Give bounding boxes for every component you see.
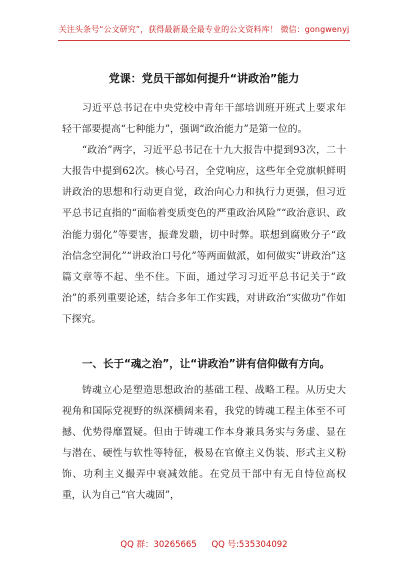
page-header <box>0 0 408 58</box>
document-title: 党课：党员干部如何提升“讲政治”能力 <box>108 72 300 85</box>
page-footer <box>0 538 408 550</box>
paragraph: 铸魂立心是塑造思想政治的基础工程、战略工程。从历史大视角和国际党视野的纵深横阔来看，我党的铸魂工程主体至不可撼、优势得靡置疑。但由于铸魂工作本身兼具务实与务虚、显在与潜在、硬性与软性等特征，极易在官僚主义伪装、形式主义粉饰、功利主义撮弄中衰减效能。在党员干部中有无自恃位高权重，认为自己“官大魂固”， <box>62 385 346 502</box>
section-heading: 一、长于“魂之治”，让“讲政治”讲有信仰做有方向。 <box>82 358 331 370</box>
qq-number-text: QQ 号:535304092 <box>211 540 288 550</box>
paragraph: “政治”两字，习近平总书记在十九大报告中提到93次，二十大报告中提到62次。核心号召，全党响应，这些年全党旗帜鲜明讲政治的思想和行动更自觉，政治向心力和执行力更强，但习近平总书记直指的“面临着变质变色的严重政治风险”“政治意识、政治能力弱化”等要害，振聋发聩，切中时弊。联想到腐败分子“政治信念空洞化”“讲政治口号化”等两面做派，如何做实“讲政治”这篇文章等不起、坐不住。下面，通过学习习近平总书记关于“政治”的系列重要论述，结合多年工作实践，对讲政治“实做功”作如下探究。 <box>62 145 346 325</box>
section-body <box>62 380 346 507</box>
paragraph: 习近平总书记在中央党校中青年干部培训班开班式上要求年轻干部要提高“七种能力”，强调“政治能力”是第一位的。 <box>62 103 346 136</box>
promo-banner-text: 关注头条号“公文研究”，获得最新最全最专业的公文资料库！ 微信：gongwenyj <box>58 25 350 34</box>
qq-group-text: QQ 群：30265665 <box>120 540 197 550</box>
document-intro <box>62 98 346 330</box>
header-divider <box>58 40 350 41</box>
